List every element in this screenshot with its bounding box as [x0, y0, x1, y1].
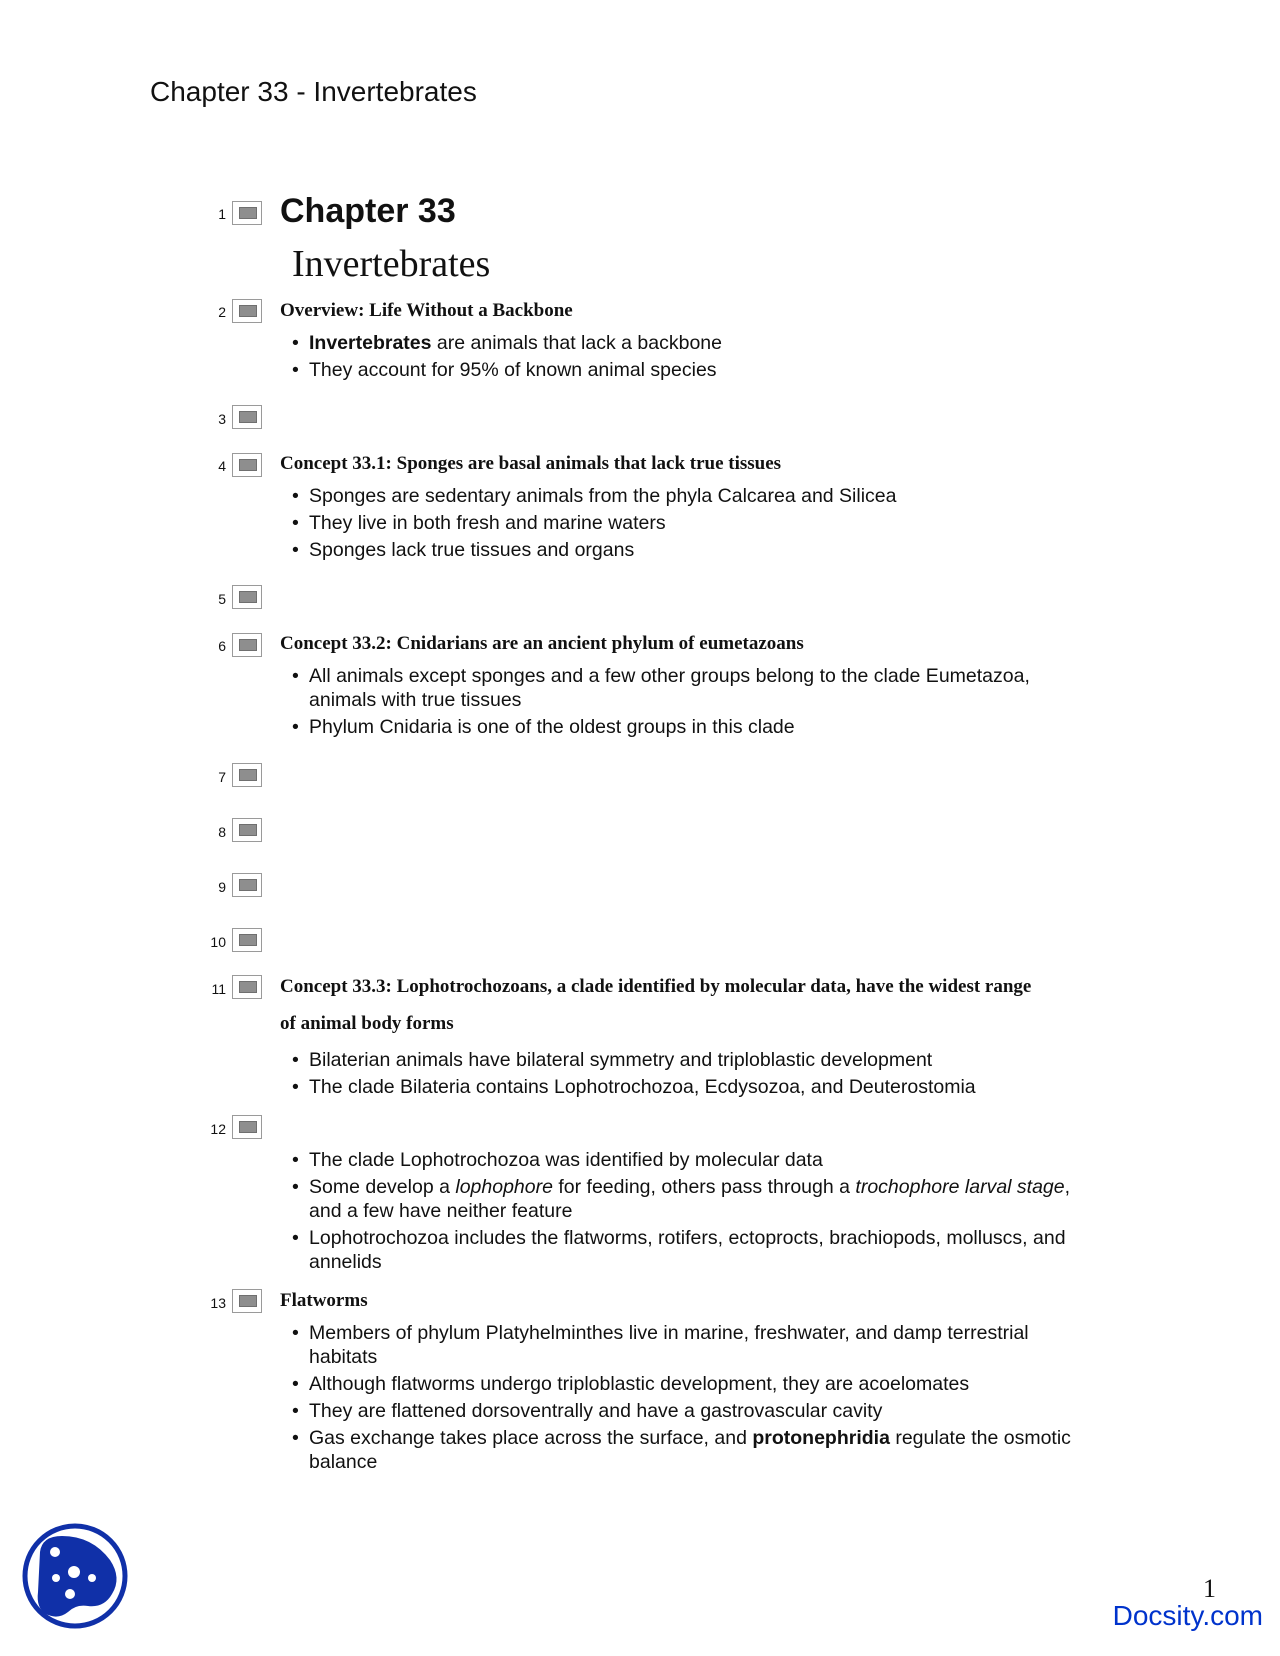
list-item [292, 1175, 1082, 1223]
slide-thumbnail-icon[interactable] [232, 763, 262, 787]
list-item: • The clade Lophotrochozoa was identified by molecular data [292, 1148, 1082, 1172]
bullet-text: are animals that lack a backbone [431, 332, 722, 354]
slide-heading: Overview: Life Without a Backbone [280, 300, 573, 321]
slide-number: 7 [218, 769, 226, 785]
slide-number: 5 [218, 591, 226, 607]
slide-thumbnail-icon[interactable] [232, 453, 262, 477]
slide-heading: Concept 33.3: Lophotrochozoans, a clade identified by molecular data, have the widest range [280, 976, 1032, 997]
list-item: • They account for 95% of known animal species [292, 358, 1082, 382]
bullet-list [292, 331, 1082, 385]
slide-thumbnail-icon[interactable] [232, 1289, 262, 1313]
bold-term: Invertebrates [309, 332, 432, 354]
slide-heading: Flatworms [280, 1290, 368, 1311]
list-item: • All animals except sponges and a few other groups belong to the clade Eumetazoa, animals with true tissues [292, 664, 1082, 712]
list-item: • They live in both fresh and marine waters [292, 511, 1082, 535]
slide-number: 9 [218, 879, 226, 895]
slide-number: 6 [218, 638, 226, 654]
bullet-text: , and a few have neither feature [309, 1176, 1071, 1222]
slide-thumbnail-icon[interactable] [232, 873, 262, 897]
bullet-list [292, 1048, 1082, 1102]
bullet-list [292, 1148, 1082, 1277]
slide-number: 4 [218, 458, 226, 474]
slide-thumbnail-icon[interactable] [232, 633, 262, 657]
slide-thumbnail-icon[interactable] [232, 201, 262, 225]
bullet-list [292, 664, 1082, 742]
slide-thumbnail-icon[interactable] [232, 299, 262, 323]
bold-term: protonephridia [752, 1427, 890, 1449]
bullet-text: regulate the osmotic balance [309, 1427, 1071, 1473]
bullet-list [292, 484, 1082, 565]
italic-term: trochophore larval stage [855, 1176, 1065, 1198]
bullet-text: Some develop a [309, 1176, 456, 1198]
slide-number: 8 [218, 824, 226, 840]
slide-subtitle: Invertebrates [292, 243, 491, 285]
docsity-logo-icon[interactable] [22, 1522, 128, 1630]
slide-thumbnail-icon[interactable] [232, 1115, 262, 1139]
page-number: 1 [1203, 1574, 1216, 1603]
list-item: • They are flattened dorsoventrally and have a gastrovascular cavity [292, 1399, 1082, 1423]
docsity-brand-link[interactable]: Docsity.com [1112, 1600, 1263, 1631]
slide-number: 3 [218, 411, 226, 427]
slide-heading-continued: of animal body forms [280, 1013, 454, 1034]
list-item [292, 331, 1082, 355]
slide-heading: Concept 33.1: Sponges are basal animals that lack true tissues [280, 453, 782, 474]
list-item [292, 1426, 1082, 1474]
italic-term: lophophore [455, 1176, 553, 1198]
slide-number: 1 [218, 206, 226, 222]
slide-thumbnail-icon[interactable] [232, 405, 262, 429]
list-item: • The clade Bilateria contains Lophotrochozoa, Ecdysozoa, and Deuterostomia [292, 1075, 1082, 1099]
list-item: • Bilaterian animals have bilateral symmetry and triploblastic development [292, 1048, 1082, 1072]
bullet-text: for feeding, others pass through a [552, 1176, 856, 1198]
slide-number: 10 [210, 934, 226, 950]
slide-title: Chapter 33 [280, 192, 456, 230]
slide-number: 11 [211, 981, 226, 997]
slide-number: 2 [218, 304, 226, 320]
slide-heading: Concept 33.2: Cnidarians are an ancient phylum of eumetazoans [280, 633, 804, 654]
slide-thumbnail-icon[interactable] [232, 928, 262, 952]
list-item: • Lophotrochozoa includes the flatworms, rotifers, ectoprocts, brachiopods, molluscs, and annelids [292, 1226, 1082, 1274]
slide-thumbnail-icon[interactable] [232, 818, 262, 842]
list-item: • Sponges are sedentary animals from the phyla Calcarea and Silicea [292, 484, 1082, 508]
list-item: • Although flatworms undergo triploblastic development, they are acoelomates [292, 1372, 1082, 1396]
bullet-text: Gas exchange takes place across the surface, and [309, 1427, 753, 1449]
slide-thumbnail-icon[interactable] [232, 585, 262, 609]
list-item: • Sponges lack true tissues and organs [292, 538, 1082, 562]
slide-thumbnail-icon[interactable] [232, 975, 262, 999]
document-title: Chapter 33 - Invertebrates [150, 76, 477, 107]
list-item: • Phylum Cnidaria is one of the oldest groups in this clade [292, 715, 1082, 739]
bullet-list [292, 1321, 1082, 1477]
slide-number: 13 [210, 1295, 226, 1311]
slide-number: 12 [210, 1121, 226, 1137]
list-item: • Members of phylum Platyhelminthes live in marine, freshwater, and damp terrestrial habitats [292, 1321, 1082, 1369]
